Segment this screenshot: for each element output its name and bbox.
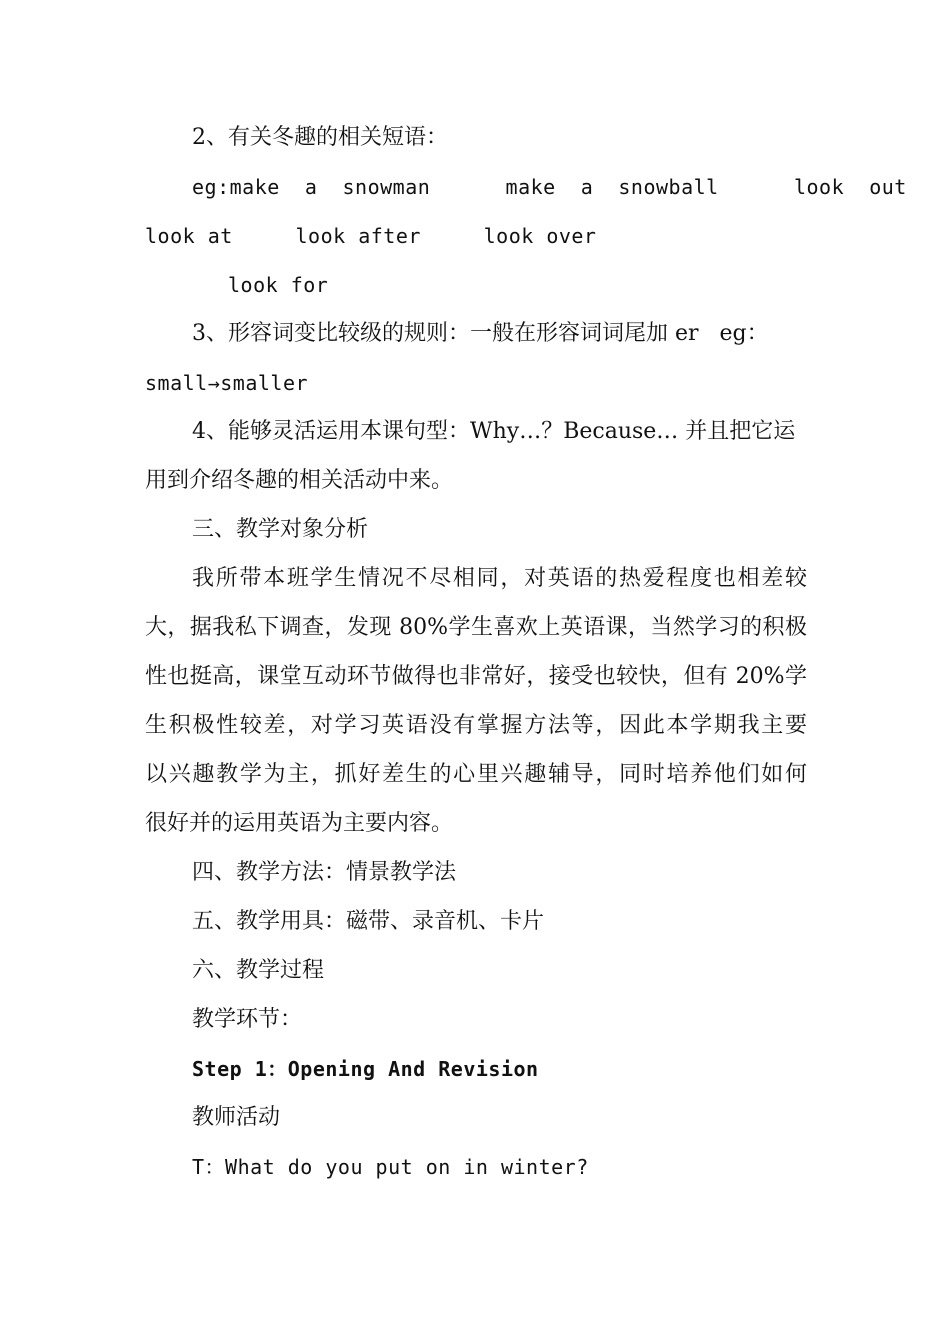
sentence-pattern-line-1: 4、能够灵活运用本课句型：Why…？Because… 并且把它运 bbox=[192, 419, 796, 444]
section-heading-tools: 五、教学用具：磁带、录音机、卡片 bbox=[192, 909, 545, 934]
analysis-paragraph-line-5: 以兴趣教学为主，抓好差生的心里兴趣辅导，同时培养他们如何 bbox=[145, 762, 807, 787]
analysis-paragraph-line-3: 性也挺高，课堂互动环节做得也非常好，接受也较快，但有 20%学 bbox=[145, 664, 807, 689]
comparative-example: small→smaller bbox=[145, 371, 309, 395]
phrases-line-1: eg:make a snowman make a snowball look out bbox=[192, 175, 907, 199]
section-heading-process: 六、教学过程 bbox=[192, 958, 325, 983]
analysis-paragraph-line-4: 生积极性较差，对学习英语没有掌握方法等，因此本学期我主要 bbox=[145, 713, 807, 738]
analysis-paragraph-line-6: 很好并的运用英语为主要内容。 bbox=[145, 811, 454, 836]
teacher-activity-label: 教师活动 bbox=[192, 1105, 281, 1130]
comparative-rule: 3、形容词变比较级的规则：一般在形容词词尾加 er eg： bbox=[192, 321, 769, 346]
phrases-line-2: look at look after look over bbox=[145, 224, 597, 248]
phrases-line-3: look for bbox=[228, 273, 329, 297]
analysis-paragraph-line-2: 大，据我私下调查，发现 80%学生喜欢上英语课，当然学习的积极 bbox=[145, 615, 807, 640]
teaching-stage-label: 教学环节： bbox=[192, 1007, 303, 1032]
sentence-pattern-line-2: 用到介绍冬趣的相关活动中来。 bbox=[145, 468, 454, 493]
phrases-heading: 2、有关冬趣的相关短语： bbox=[192, 125, 448, 150]
section-heading-method: 四、教学方法：情景教学法 bbox=[192, 860, 457, 885]
section-heading-analysis: 三、教学对象分析 bbox=[192, 517, 369, 542]
analysis-paragraph-line-1: 我所带本班学生情况不尽相同，对英语的热爱程度也相差较 bbox=[192, 566, 807, 591]
step-1-heading: Step 1：Opening And Revision bbox=[192, 1057, 539, 1081]
teacher-question: T：What do you put on in winter? bbox=[192, 1155, 589, 1179]
